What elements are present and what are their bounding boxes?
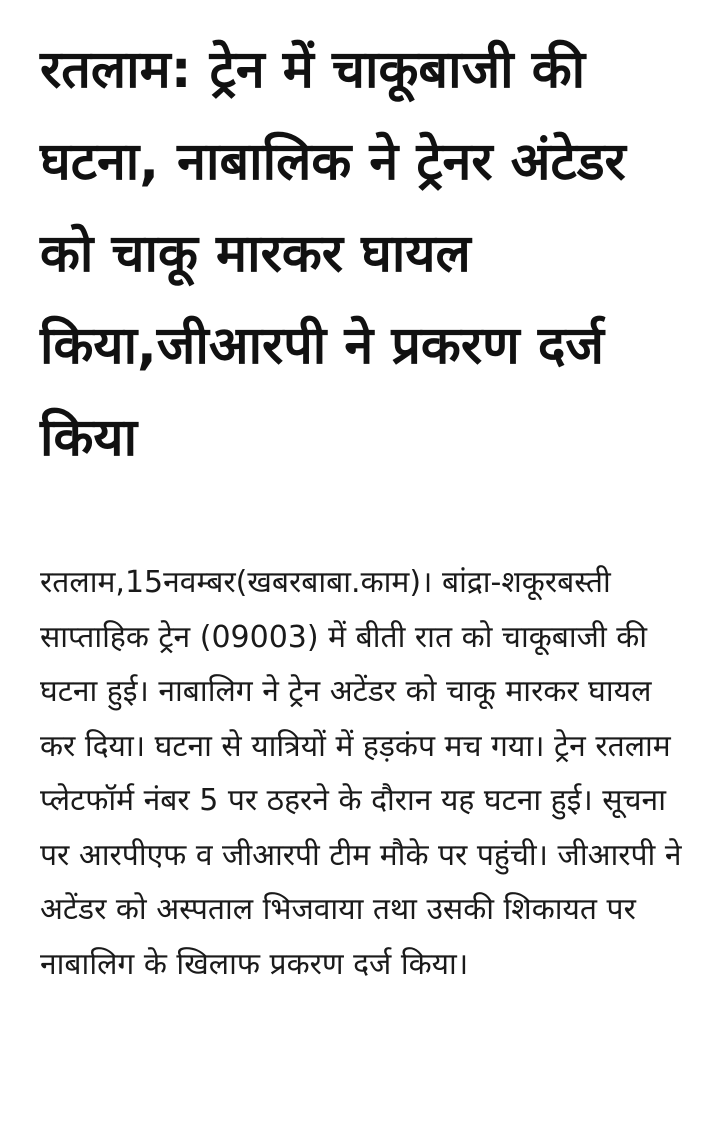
article-headline: रतलाम: ट्रेन में चाकूबाजी की घटना, नाबालिक ने ट्रेनर अंटेडर को चाकू मारकर घायल किया,जीआरपी ने प्रकरण दर्ज किया [40,40,626,468]
news-article [40,24,688,992]
article-body: रतलाम,15नवम्बर(खबरबाबा.काम)। बांद्रा-शकूरबस्ती साप्ताहिक ट्रेन (09003) में बीती रात को चाकूबाजी की घटना हुई। नाबालिग ने ट्रेन अटेंडर को चाकू मारकर घायल कर दिया। घटना से यात्रियों में हड़कंप मच गया। ट्रेन रतलाम प्लेटफॉर्म नंबर 5 पर ठहरने के दौरान यह घटना हुई। सूचना पर आरपीएफ व जीआरपी टीम मौके पर पहुंची। जीआरपी ने अटेंडर को अस्पताल भिजवाया तथा उसकी शिकायत पर नाबालिग के खिलाफ प्रकरण दर्ज किया। [40,565,682,982]
